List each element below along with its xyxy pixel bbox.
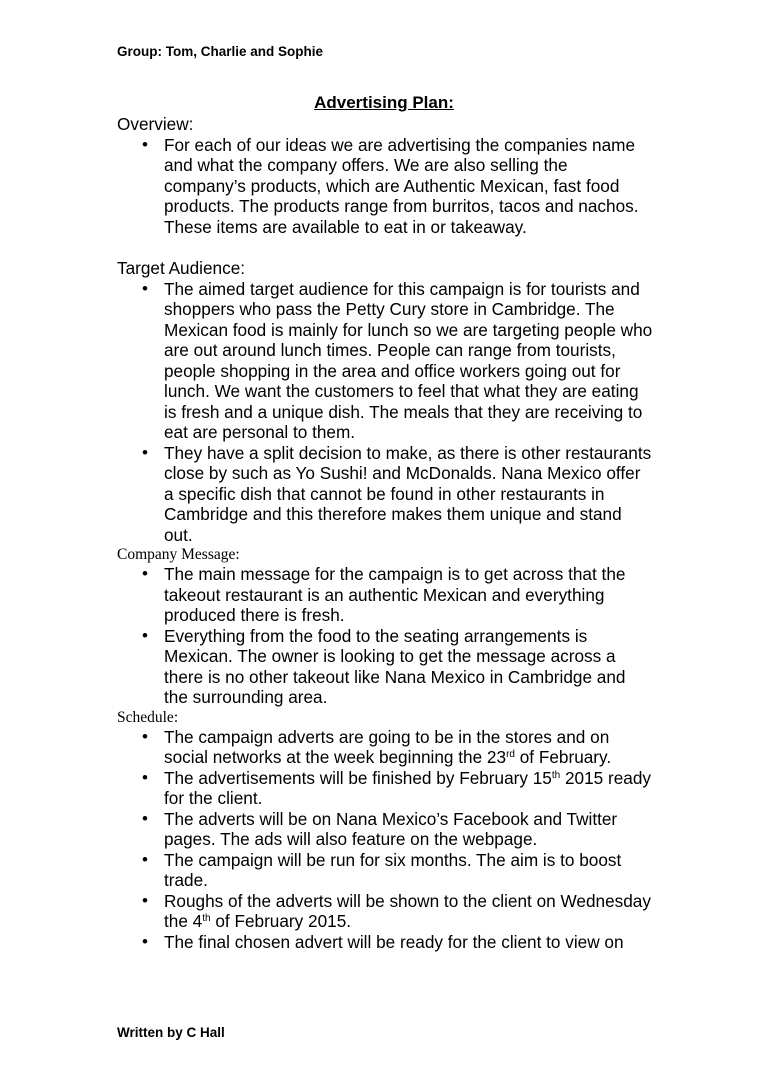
list-item: • The campaign adverts are going to be in the stores and on social networks at the week beginning the 23rd of February. bbox=[117, 727, 654, 768]
footer-author: Written by C Hall bbox=[117, 1025, 225, 1040]
list-item: • The aimed target audience for this campaign is for tourists and shoppers who pass the Petty Cury store in Cambridge. The Mexican food is mainly for lunch so we are targeting people who are out around lunch times. People can range from tourists, people shopping in the area and office workers going out for lunch. We want the customers to feel that what they are eating is fresh and a unique dish. The meals that they are receiving to eat are personal to them. bbox=[117, 279, 654, 443]
overview-heading: Overview: bbox=[117, 114, 194, 134]
company-message-section bbox=[117, 545, 657, 708]
schedule-list bbox=[117, 727, 657, 953]
target-audience-heading: Target Audience: bbox=[117, 258, 246, 278]
list-item: • The advertisements will be finished by February 15th 2015 ready for the client. bbox=[117, 768, 654, 809]
target-audience-list bbox=[117, 279, 657, 546]
list-item: • For each of our ideas we are advertising the companies name and what the company offers. We are also selling the company’s products, which are Authentic Mexican, fast food products. The products range from burritos, tacos and nachos. These items are available to eat in or takeaway. bbox=[117, 135, 654, 238]
list-item: • They have a split decision to make, as there is other restaurants close by such as Yo Sushi! and McDonalds. Nana Mexico offer a specific dish that cannot be found in other restaurants in Cambridge and this therefore makes them unique and stand out. bbox=[117, 443, 654, 546]
list-item: • The main message for the campaign is to get across that the takeout restaurant is an authentic Mexican and everything produced there is fresh. bbox=[117, 564, 654, 626]
schedule-heading: Schedule: bbox=[117, 708, 179, 726]
target-audience-section bbox=[117, 258, 657, 545]
group-header: Group: Tom, Charlie and Sophie bbox=[117, 44, 324, 59]
document-body bbox=[117, 114, 657, 952]
document-title: Advertising Plan: bbox=[314, 93, 454, 112]
list-item: • Roughs of the adverts will be shown to the client on Wednesday the 4th of February 2015. bbox=[117, 891, 654, 932]
list-item: • The campaign will be run for six months. The aim is to boost trade. bbox=[117, 850, 654, 891]
overview-section bbox=[117, 114, 657, 237]
overview-list bbox=[117, 135, 657, 238]
list-item: • The final chosen advert will be ready for the client to view on bbox=[117, 932, 654, 953]
schedule-section bbox=[117, 708, 657, 953]
company-message-heading: Company Message: bbox=[117, 546, 240, 563]
list-item: • The adverts will be on Nana Mexico’s Facebook and Twitter pages. The ads will also feature on the webpage. bbox=[117, 809, 654, 850]
company-message-list bbox=[117, 564, 657, 708]
list-item: • Everything from the food to the seating arrangements is Mexican. The owner is looking to get the message across a there is no other takeout like Nana Mexico in Cambridge and the surrounding area. bbox=[117, 626, 654, 708]
